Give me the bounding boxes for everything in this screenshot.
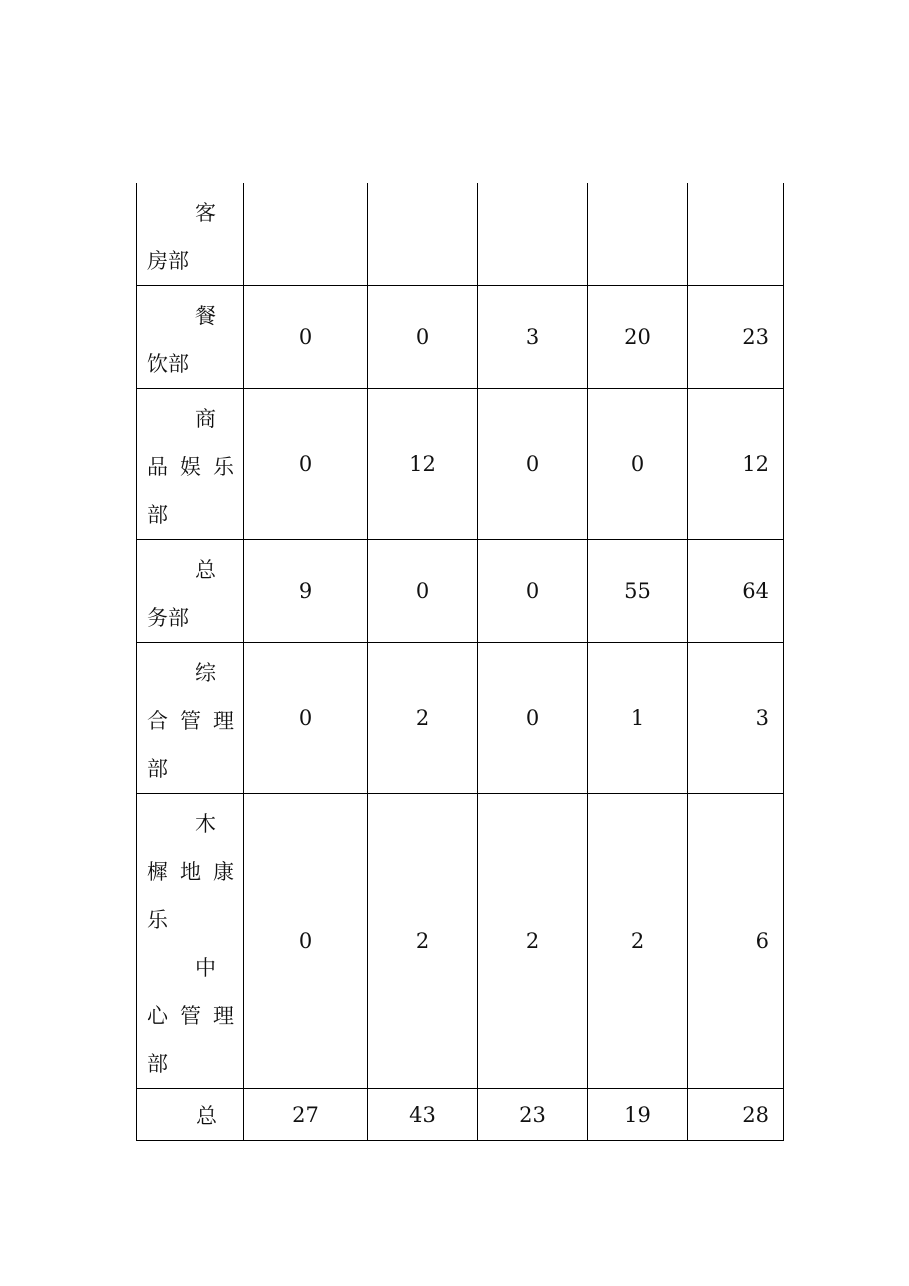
table-row: [137, 540, 784, 643]
table-row: [137, 286, 784, 389]
dept-label-line: 部: [147, 1052, 168, 1076]
dept-cell: [137, 540, 244, 643]
dept-label-line: 总: [195, 558, 216, 582]
dept-label-line: 合管理: [147, 709, 246, 733]
value-cell: 2: [588, 794, 688, 1089]
value-cell: [368, 183, 478, 286]
value-cell: 1: [588, 643, 688, 794]
dept-cell: [137, 286, 244, 389]
value-cell: 0: [244, 794, 368, 1089]
value-cell: 3: [688, 643, 784, 794]
total-label: 总: [137, 1089, 244, 1141]
value-cell: 9: [244, 540, 368, 643]
dept-label-line: 中: [195, 956, 216, 980]
value-cell: 0: [478, 389, 588, 540]
total-value-cell: 27: [244, 1089, 368, 1141]
dept-label-line: 木: [195, 812, 216, 836]
total-value-cell: 23: [478, 1089, 588, 1141]
table-row: [137, 794, 784, 1089]
value-cell: 0: [478, 643, 588, 794]
value-cell: 12: [368, 389, 478, 540]
value-cell: 23: [688, 286, 784, 389]
dept-cell: [137, 389, 244, 540]
value-cell: 3: [478, 286, 588, 389]
value-cell: 6: [688, 794, 784, 1089]
dept-label-line: 乐: [147, 908, 168, 932]
value-cell: 0: [478, 540, 588, 643]
dept-label-line: 房部: [147, 249, 189, 273]
dept-label-line: 心管理: [147, 1004, 246, 1028]
value-cell: 55: [588, 540, 688, 643]
dept-label-line: 务部: [147, 606, 189, 630]
value-cell: [688, 183, 784, 286]
dept-label-line: 饮部: [147, 352, 189, 376]
dept-label-line: 综: [195, 661, 216, 685]
value-cell: [244, 183, 368, 286]
total-value-cell: 43: [368, 1089, 478, 1141]
table-row: [137, 643, 784, 794]
dept-label-line: 部: [147, 503, 168, 527]
value-cell: 12: [688, 389, 784, 540]
value-cell: 0: [588, 389, 688, 540]
dept-label-line: 樨地康: [147, 860, 246, 884]
value-cell: 0: [244, 643, 368, 794]
dept-label-line: 餐: [195, 304, 216, 328]
table-row: [137, 389, 784, 540]
total-value-cell: 19: [588, 1089, 688, 1141]
value-cell: 2: [368, 794, 478, 1089]
dept-cell: [137, 183, 244, 286]
department-table: [136, 183, 784, 1141]
value-cell: 0: [244, 389, 368, 540]
value-cell: 0: [244, 286, 368, 389]
value-cell: [588, 183, 688, 286]
table-row: [137, 183, 784, 286]
dept-cell: [137, 643, 244, 794]
value-cell: 2: [368, 643, 478, 794]
dept-label-line: 品娱乐: [147, 455, 246, 479]
total-value-cell: 28: [688, 1089, 784, 1141]
value-cell: 0: [368, 540, 478, 643]
value-cell: 2: [478, 794, 588, 1089]
value-cell: [478, 183, 588, 286]
total-row: [137, 1089, 784, 1141]
value-cell: 0: [368, 286, 478, 389]
value-cell: 64: [688, 540, 784, 643]
dept-label-line: 客: [195, 201, 216, 225]
value-cell: 20: [588, 286, 688, 389]
dept-label-line: 部: [147, 757, 168, 781]
dept-cell: [137, 794, 244, 1089]
dept-label-line: 商: [195, 407, 216, 431]
